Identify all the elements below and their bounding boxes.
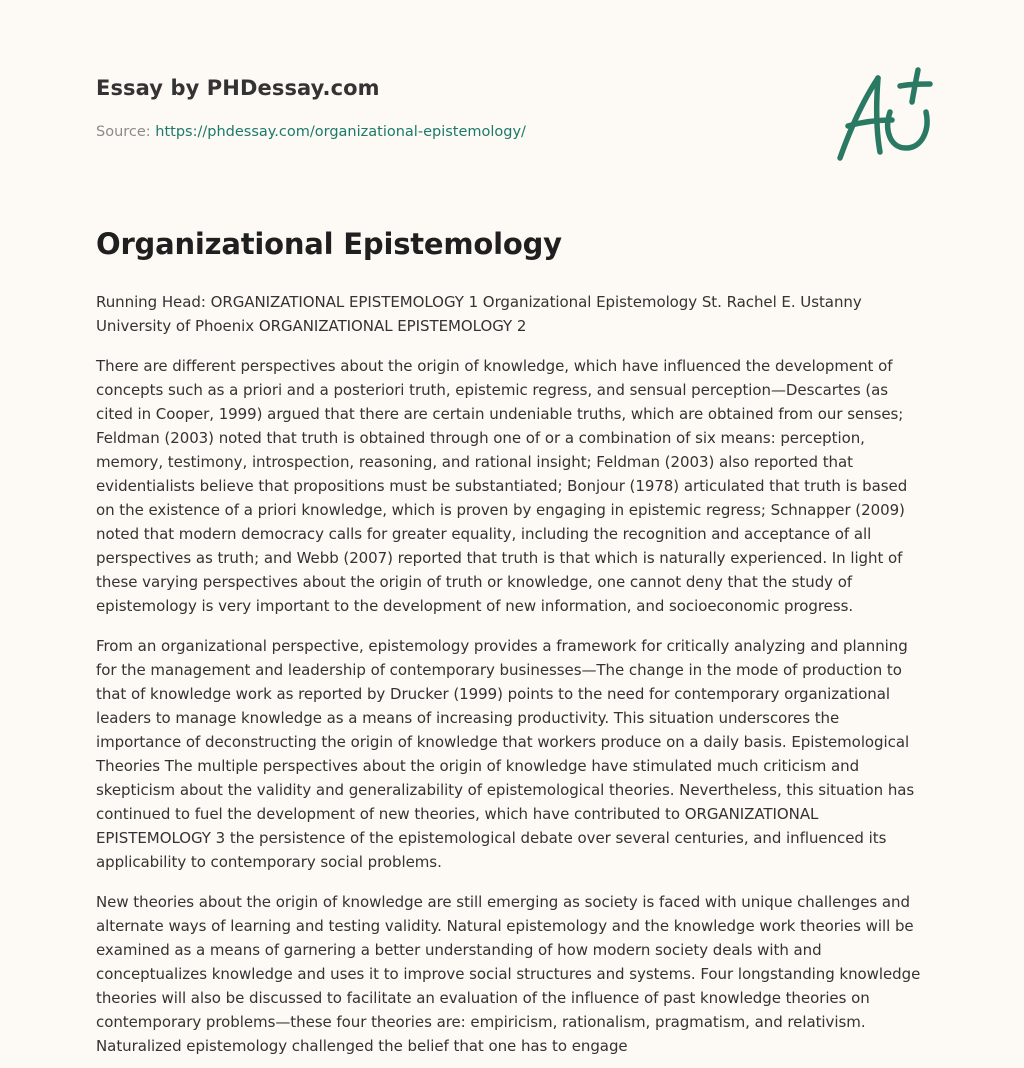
source-label: Source:	[96, 124, 156, 140]
essay-paragraph: New theories about the origin of knowledge are still emerging as society is faced with unique challenges and alternate ways of learning and testing validity. Natural epistemology and the knowledge work theories will be examined as a means of garnering a better understanding of how modern society deals with and conceptualizes knowledge and uses it to improve social structures and systems. Four longstanding knowledge theories will also be discussed to facilitate an evaluation of the influence of past knowledge theories on contemporary problems—these four theories are: empiricism, rationalism, pragmatism, and relativism. Naturalized epistemology challenged the belief that one has to engage	[96, 893, 921, 1055]
essay-body	[96, 290, 928, 1058]
source-link[interactable]: https://phdessay.com/organizational-epistemology/	[155, 124, 526, 140]
source-line	[96, 124, 526, 140]
a-plus-logo-icon	[826, 64, 936, 168]
essay-paragraph: From an organizational perspective, epistemology provides a framework for critically analyzing and planning for the management and leadership of contemporary businesses—The change in the mode of production to that of knowledge work as reported by Drucker (1999) points to the need for contemporary organizational leaders to manage knowledge as a means of increasing productivity. This situation underscores the importance of deconstructing the origin of knowledge that workers produce on a daily basis. Epistemological Theories The multiple perspectives about the origin of knowledge have stimulated much criticism and skepticism about the validity and generalizability of epistemological theories. Nevertheless, this situation has continued to fuel the development of new theories, which have contributed to ORGANIZATIONAL EPISTEMOLOGY 3 the persistence of the epistemological debate over several centuries, and influenced its applicability to contemporary social problems.	[96, 637, 915, 871]
essay-paragraph: Running Head: ORGANIZATIONAL EPISTEMOLOGY 1 Organizational Epistemology St. Rachel E. Ustanny University of Phoenix ORGANIZATIONAL EPISTEMOLOGY 2	[96, 293, 862, 335]
page-header	[96, 0, 928, 196]
site-title: Essay by PHDessay.com	[96, 76, 380, 100]
essay-title: Organizational Epistemology	[96, 227, 562, 261]
essay-paragraph: There are different perspectives about the origin of knowledge, which have influenced the development of concepts such as a priori and a posteriori truth, epistemic regress, and sensual perception—Descartes (as cited in Cooper, 1999) argued that there are certain undeniable truths, which are obtained from our senses; Feldman (2003) noted that truth is obtained through one of or a combination of six means: perception, memory, testimony, introspection, reasoning, and rational insight; Feldman (2003) also reported that evidentialists believe that propositions must be substantiated; Bonjour (1978) articulated that truth is based on the existence of a priori knowledge, which is proven by engaging in epistemic regress; Schnapper (2009) noted that modern democracy calls for greater equality, including the recognition and acceptance of all perspectives as truth; and Webb (2007) reported that truth is that which is naturally experienced. In light of these varying perspectives about the origin of truth or knowledge, one cannot deny that the study of epistemology is very important to the development of new information, and socioeconomic progress.	[96, 357, 908, 615]
